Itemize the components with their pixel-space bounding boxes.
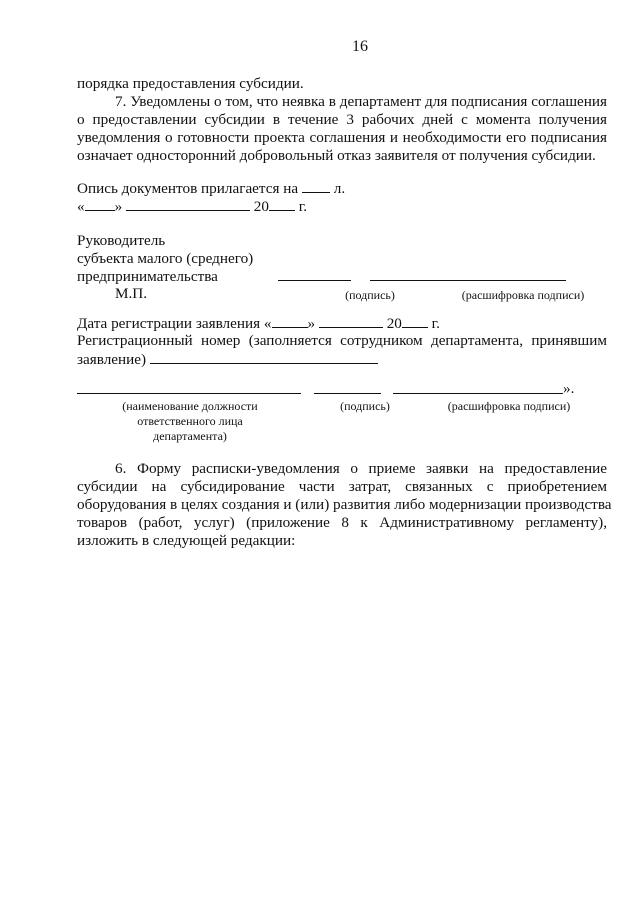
para6-line-0: 6. Форму расписки-уведомления о приеме заявки на предоставление (115, 460, 607, 477)
date-year-suffix: г. (298, 198, 308, 215)
head-title-line-2: субъекта малого (среднего) (77, 250, 254, 267)
registration-number-line: Регистрационный номер (заполняется сотрудником департамента, принявшим (77, 332, 607, 349)
registration-year-suffix: г. (431, 315, 440, 332)
head-decode-line[interactable] (370, 280, 566, 281)
para7-line-1: 7. Уведомлены о том, что неявка в департамент для подписания соглашения (115, 93, 607, 110)
date-close-quote: » (114, 198, 123, 215)
employee-signature-caption: (подпись) (340, 399, 390, 413)
head-title-line-1: Руководитель (77, 232, 166, 249)
head-signature-caption: (подпись) (345, 288, 395, 302)
para7-line-0: порядка предоставления субсидии. (77, 75, 304, 92)
registration-number-line-2 (77, 350, 378, 369)
date-month-blank[interactable] (126, 197, 250, 211)
page-number: 16 (352, 38, 368, 55)
date-open-quote: « (77, 198, 85, 215)
para7-line-4: означает односторонний добровольный отказ заявителя от получения субсидии. (77, 147, 596, 164)
registration-day-blank[interactable] (272, 314, 308, 328)
head-signature-line[interactable] (278, 280, 351, 281)
employee-position-caption-1: (наименование должности (122, 399, 258, 413)
para6-line-1: субсидии на субсидирование части затрат, связанных с приобретением (77, 478, 607, 495)
employee-decode-caption: (расшифровка подписи) (447, 399, 571, 413)
registration-date-prefix: Дата регистрации заявления « (77, 315, 272, 332)
date-day-blank[interactable] (85, 197, 115, 211)
inventory-suffix: л. (333, 180, 346, 197)
registration-year-prefix: 20 (386, 315, 402, 332)
registration-date-line (77, 314, 440, 333)
registration-month-blank[interactable] (319, 314, 383, 328)
inventory-prefix: Опись документов прилагается на (77, 180, 299, 197)
employee-position-caption-3: департамента) (153, 429, 227, 443)
employee-position-line[interactable] (77, 393, 301, 394)
employee-position-caption-2: ответственного лица (137, 414, 243, 428)
head-decode-caption: (расшифровка подписи) (461, 288, 585, 302)
registration-number-label: заявление) (77, 351, 147, 368)
inventory-line (77, 179, 345, 198)
registration-date-mid: » (307, 315, 316, 332)
para7-line-3: уведомления о готовности проекта соглашения и необходимости его подписания (77, 129, 607, 146)
date-line (77, 197, 307, 216)
date-year-blank[interactable] (269, 197, 295, 211)
employee-signature-line[interactable] (314, 393, 381, 394)
employee-end-mark: ». (563, 380, 575, 397)
para7-line-2: о предоставлении субсидии в течение 3 рабочих дней с момента получения (77, 111, 607, 128)
registration-number-blank[interactable] (150, 350, 378, 364)
inventory-pages-blank[interactable] (302, 179, 330, 193)
para6-line-2: оборудования в целях создания и (или) развития либо модернизации производства (77, 496, 612, 513)
para6-line-3: товаров (работ, услуг) (приложение 8 к Административному регламенту), (77, 514, 607, 531)
stamp-label: М.П. (115, 285, 148, 302)
registration-year-blank[interactable] (402, 314, 428, 328)
date-year-prefix: 20 (253, 198, 269, 215)
employee-decode-line[interactable] (393, 393, 563, 394)
head-title-line-3: предпринимательства (77, 268, 218, 285)
para6-line-4: изложить в следующей редакции: (77, 532, 296, 549)
